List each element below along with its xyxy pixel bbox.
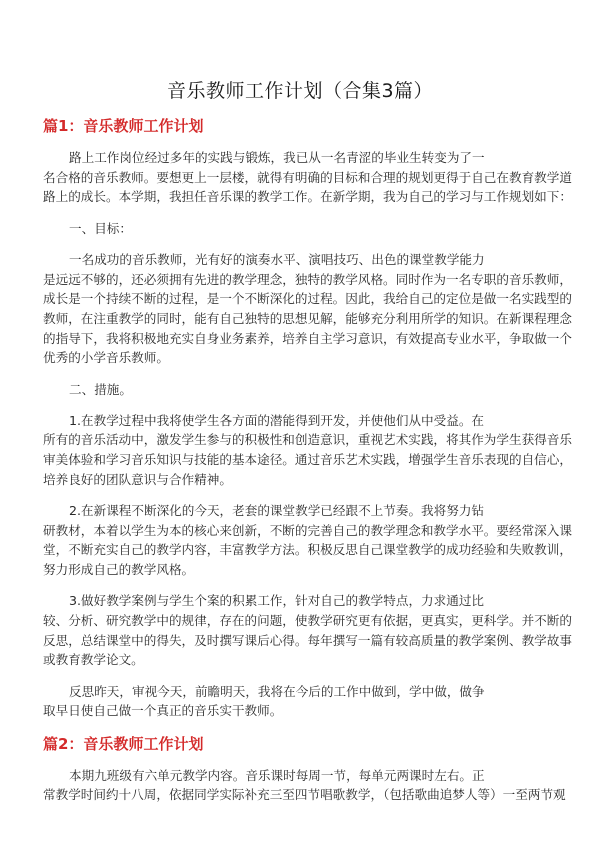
section-1	[43, 115, 573, 721]
text-line: 名合格的音乐教师。要想更上一层楼，就得有明确的目标和合理的规划更得于自己在教育教学道	[43, 169, 572, 185]
text-line: 优秀的小学音乐教师。	[43, 350, 169, 366]
section-heading: 篇1：音乐教师工作计划	[43, 117, 204, 135]
text-line: 堂，不断充实自己的教学内容，丰富教学方法。积极反思自己课堂教学的成功经验和失败教训，	[43, 542, 572, 558]
text-line: 本期九班级有六单元教学内容。音乐课时每周一节，每单元两课时左右。正	[69, 767, 485, 783]
text-line: 路上工作岗位经过多年的实践与锻炼，我已从一名青涩的毕业生转变为了一	[69, 150, 485, 165]
text-line: 较、分析、研究教学中的规律，存在的问题，使教学研究更有依据，更真实，更科学。并不断的	[43, 613, 572, 629]
text-line: 培养良好的团队意识与合作精神。	[43, 471, 232, 487]
paragraph	[43, 411, 573, 490]
text-line: 路上的成长。本学期，我担任音乐课的教学工作。在新学期，我为自己的学习与工作规划如下：	[43, 189, 572, 205]
text-line: 教师，在注重教学的同时，能有自己独特的思想见解，能够充分利用所学的知识。在新课程理念	[43, 310, 572, 326]
text-line: 研教材，本着以学生为本的核心来创新，不断的完善自己的教学理念和教学水平。要经常深入课	[43, 522, 572, 538]
paragraph	[43, 501, 573, 580]
document-title: 音乐教师工作计划（合集3篇）	[166, 80, 434, 102]
text-line: 反思，总结课堂中的得失，及时撰写课后心得。每年撰写一篇有较高质量的教学案例、教学故事	[43, 632, 572, 648]
text-line: 二、措施。	[69, 381, 132, 397]
text-line: 的指导下，我将积极地充实自身业务素养，培养自主学习意识，有效提高专业水平，争取做一个	[43, 330, 572, 346]
paragraph	[43, 766, 573, 805]
paragraph	[43, 250, 573, 368]
text-line: 所有的音乐活动中，激发学生参与的积极性和创造意识，重视艺术实践，将其作为学生获得音乐	[43, 432, 572, 448]
text-line: 或教育教学论文。	[43, 652, 144, 668]
text-line: 3.做好教学案例与学生个案的积累工作，针对自己的教学特点，力求通过比	[69, 593, 485, 609]
section-2	[43, 733, 573, 805]
paragraph	[43, 380, 573, 400]
text-line: 取早日使自己做一个真正的音乐实干教师。	[43, 703, 283, 719]
text-line: 审美体验和学习音乐知识与技能的基本途径。通过音乐艺术实践，增强学生音乐表现的自信心，	[43, 452, 572, 468]
text-line: 1.在教学过程中我将使学生各方面的潜能得到开发，并使他们从中受益。在	[69, 412, 485, 428]
text-line: 一名成功的音乐教师，光有好的演奏水平、演唱技巧、出色的课堂教学能力	[69, 251, 485, 267]
text-line: 努力形成自己的教学风格。	[43, 562, 195, 578]
text-line: 常教学时间约十八周，依据同学实际补充三至四节唱歌教学，（包括歌曲追梦人等）一至两节观	[43, 787, 566, 803]
paragraph	[43, 682, 573, 721]
section-heading: 篇2：音乐教师工作计划	[43, 734, 204, 753]
text-line: 2.在新课程不断深化的今天，老套的课堂教学已经跟不上节奏。我将努力钻	[69, 503, 485, 519]
document-body	[43, 115, 573, 816]
text-line: 是远远不够的，还必须拥有先进的教学理念，独特的教学风格。同时作为一名专职的音乐教师，	[43, 271, 572, 287]
paragraph	[43, 219, 573, 239]
text-line: 成长是一个持续不断的过程，是一个不断深化的过程。因此，我给自己的定位是做一名实践型的	[43, 291, 572, 307]
paragraph	[43, 148, 573, 207]
text-line: 反思昨天，审视今天，前瞻明天，我将在今后的工作中做到，学中做，做争	[69, 683, 485, 699]
paragraph	[43, 591, 573, 670]
text-line: 一、目标：	[69, 220, 132, 236]
